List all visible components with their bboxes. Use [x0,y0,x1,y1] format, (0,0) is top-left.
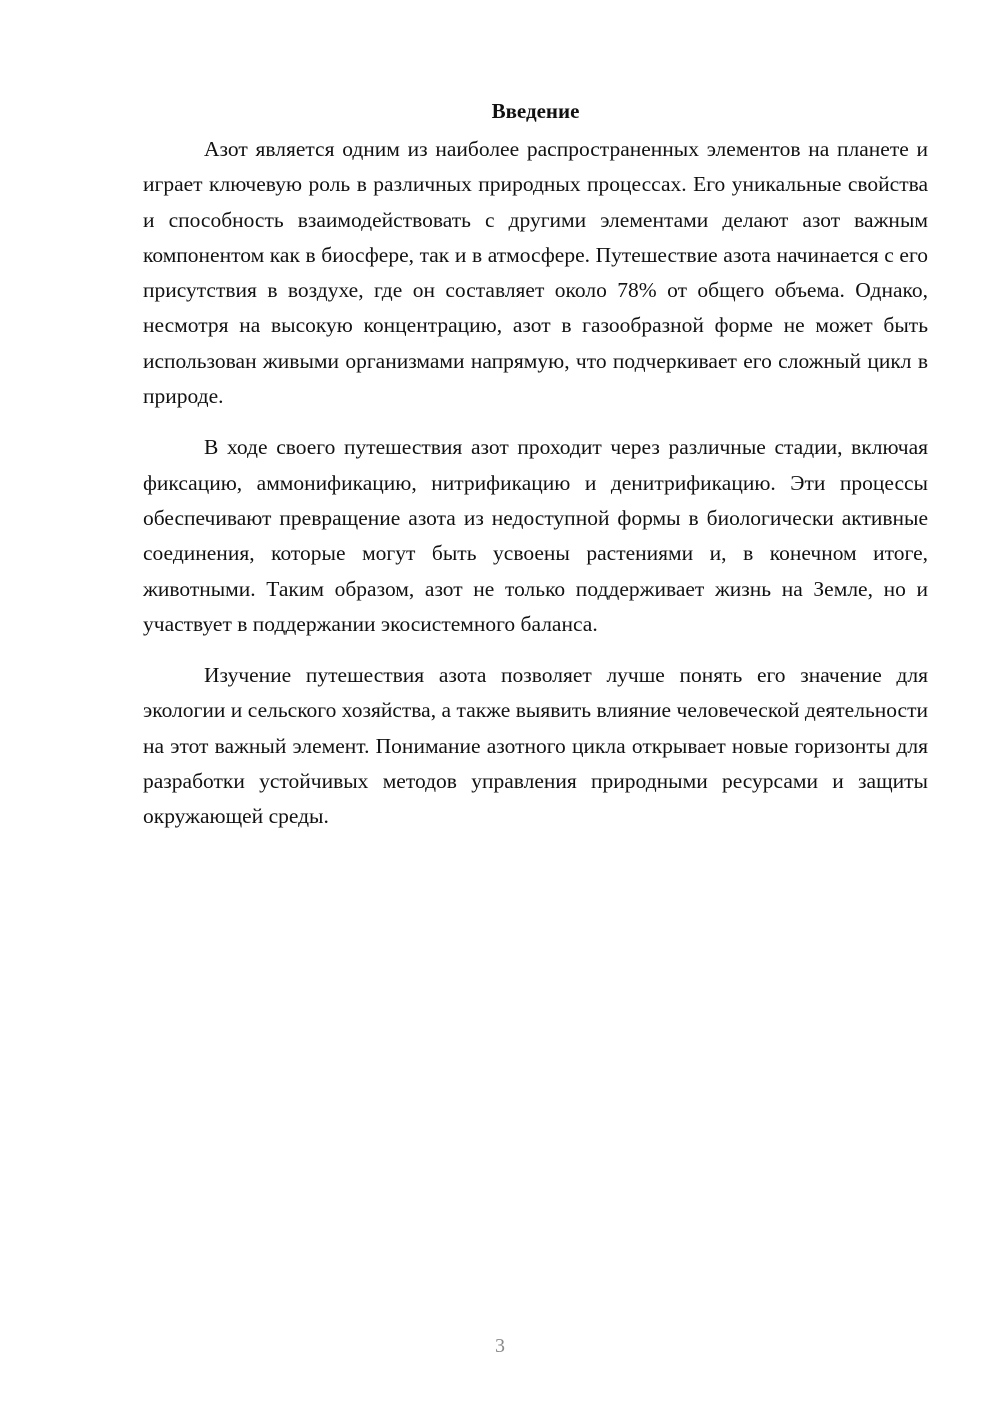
paragraph-3: Изучение путешествия азота позволяет лучше понять его значение для экологии и сельского хозяйства, а также выявить влияние человеческой деятельности на этот важный элемент. Понимание азотного цикла открывает новые горизонты для разработки устойчивых методов управления природными ресурсами и защиты окружающей среды. [143,663,928,829]
section-heading: Введение [491,99,580,123]
page-number: 3 [495,1335,505,1357]
paragraph-1: Азот является одним из наиболее распространенных элементов на планете и играет ключевую роль в различных природных процессах. Его уникальные свойства и способность взаимодействовать с другими элементами делают азот важным компонентом как в биосфере, так и в атмосфере. Путешествие азота начинается с его присутствия в воздухе, где он составляет около 78% от общего объема. Однако, несмотря на высокую концентрацию, азот в газообразной форме не может быть использован живыми организмами напрямую, что подчеркивает его сложный цикл в природе. [143,137,928,409]
page-content [143,96,928,851]
paragraph-2: В ходе своего путешествия азот проходит через различные стадии, включая фиксацию, аммонификацию, нитрификацию и денитрификацию. Эти процессы обеспечивают превращение азота из недоступной формы в биологически активные соединения, которые могут быть усвоены растениями и, в конечном итоге, животными. Таким образом, азот не только поддерживает жизнь на Земле, но и участвует в поддержании экосистемного баланса. [143,435,928,636]
